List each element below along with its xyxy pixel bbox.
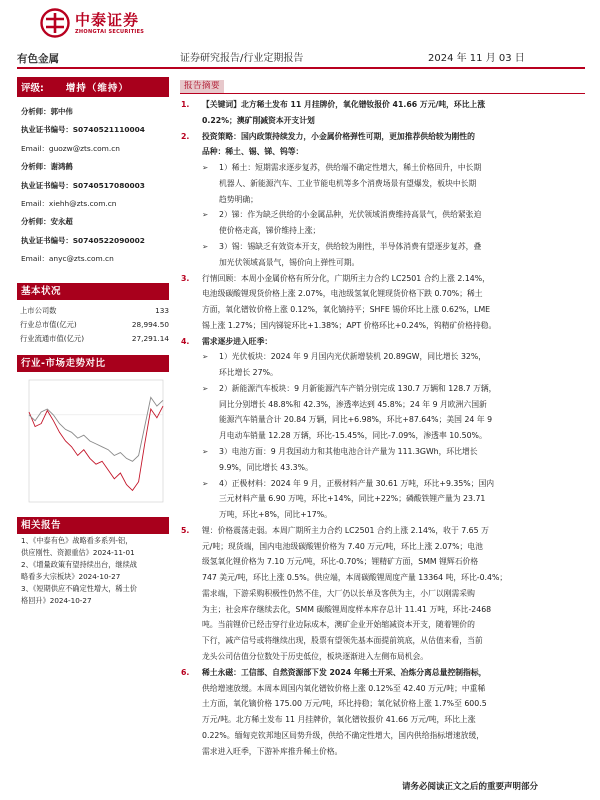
logo-name-cn: 中泰证券 <box>75 10 140 29</box>
analyst-cert: 执业证书编号：S0740517080003 <box>21 180 145 190</box>
abstract-text: 需求逐步进入旺季： <box>202 336 273 346</box>
analyst-name: 分析师：郭中伟 <box>21 107 73 116</box>
related-report-line[interactable]: 3、《短期供应不确定性增大，稀土价 <box>21 584 137 593</box>
related-report-line[interactable]: 供应刚性、资源重估》2024-11-01 <box>21 548 135 557</box>
abstract-text: 元/吨；现货端，国内电池级碳酸锂价格为 7.40 万元/吨，环比上涨 2.07%；电池 <box>202 541 483 551</box>
basic-info-row <box>20 332 169 345</box>
bullet-arrow-icon: ➢ <box>202 383 209 393</box>
basic-info-row <box>20 304 169 317</box>
abstract-text: 土方面，氧化镝价格 175.00 万元/吨，环比持稳；氧化铽价格上涨 1.7%至 600.5 <box>202 699 487 709</box>
abstract-line <box>181 430 586 441</box>
abstract-line <box>181 399 586 410</box>
abstract-text: 【关键词】北方稀土发布 11 月挂牌价，氧化镨钕报价 41.66 万元/吨，环比上涨 <box>202 100 486 109</box>
report-type: 证券研究报告/行业定期报告 <box>180 53 304 64</box>
company-logo <box>40 6 144 40</box>
bullet-arrow-icon: ➢ <box>202 163 209 173</box>
abstract-line <box>181 667 586 678</box>
abstract-text: 1）光伏板块：2024 年 9 月国内光伏新增装机 20.89GW，同比增长 32%， <box>219 352 487 362</box>
header-divider <box>17 67 585 69</box>
analyst-email[interactable]: Email：anyc@zts.com.cn <box>21 254 114 264</box>
abstract-text: 级氢氧化锂价格为 7.10 万元/吨，环比-0.70%；锂精矿方面，SMM 锂辉石价格 <box>202 557 479 567</box>
abstract-text: 2）新能源汽车板块：9 月新能源汽车产销分别完成 130.7 万辆和 128.7 万辆， <box>219 383 497 393</box>
abstract-line <box>181 730 586 741</box>
abstract-line <box>181 99 586 110</box>
abstract-text: 万吨，环比+8%，同比+17%。 <box>219 510 332 519</box>
abstract-text: 加光伏领域高景气，锡价向上弹性可期。 <box>219 257 360 267</box>
abstract-text: 品种：稀土、锡、锑、钨等： <box>202 147 304 157</box>
abstract-text: 方面，氧化镨钕价格上涨 0.12%，氧化镝持平；SHFE 锡价环比上涨 0.62%，LME <box>202 305 491 314</box>
abstract-line <box>181 178 586 189</box>
abstract-line <box>181 651 586 662</box>
abstract-line <box>181 478 586 489</box>
abstract-line <box>181 194 586 205</box>
abstract-text: 三元材料产量 6.90 万吨，环比+14%，同比+22%；磷酸铁锂产量为 23.71 <box>219 494 486 504</box>
rating-value: 增持（维持） <box>65 83 129 94</box>
abstract-line <box>181 446 586 457</box>
rating-label: 评级: <box>21 83 44 94</box>
analyst-email[interactable]: Email：guozw@zts.com.cn <box>21 143 120 153</box>
abstract-text: 3）电池方面：9 月我国动力和其他电池合计产量为 111.3GWh，环比增长 <box>219 446 478 456</box>
abstract-text: 吨。当前锂价已经击穿行业边际成本，澳矿企业开始缩减资本开支，随着锂价的 <box>202 620 475 630</box>
related-report-line[interactable]: 略看多大宗板块》2024-10-27 <box>21 572 121 581</box>
chart-frame <box>29 380 163 502</box>
abstract-item-number: 2. <box>181 131 190 141</box>
abstract-tag: 报告摘要 <box>180 80 224 93</box>
abstract-item-number: 5. <box>181 525 190 535</box>
basic-info-label: 行业流通市值(亿元) <box>20 333 85 343</box>
bullet-arrow-icon: ➢ <box>202 210 209 220</box>
abstract-text: 机器人、新能源汽车、工业节能电机等多个消费场景有望爆发，板块中长期 <box>219 178 477 188</box>
related-report-line[interactable]: 格回升》2024-10-27 <box>21 596 92 605</box>
analyst-cert: 执业证书编号：S0740522090002 <box>21 235 145 245</box>
abstract-line <box>181 273 586 284</box>
abstract-line <box>181 493 586 504</box>
abstract-line <box>181 209 586 220</box>
abstract-line <box>181 525 586 536</box>
abstract-text: 9.9%，同比增长 43.3%。 <box>219 462 313 472</box>
abstract-line <box>181 604 586 615</box>
abstract-divider <box>180 93 585 94</box>
abstract-text: 月电动车销量 12.28 万辆，环比-15.45%，同比-7.09%，渗透率 10.50%。 <box>219 431 487 441</box>
trend-chart-title: 行业-市场走势对比 <box>17 355 169 372</box>
abstract-text: 能源汽车销量合计 20.84 万辆，同比+6.98%，环比+87.64%；美国 24 年 9 <box>219 415 493 425</box>
analyst-name: 分析师：安永超 <box>21 217 73 227</box>
abstract-text: 供给增速放缓。本周本周国内氧化镨钕价格上涨 0.12%至 42.40 万元/吨；中重稀 <box>202 683 486 693</box>
basic-info-value: 28,994.50 <box>131 320 169 329</box>
abstract-line <box>181 746 586 757</box>
chart-series-line <box>29 397 163 461</box>
abstract-item-number: 3. <box>181 273 190 283</box>
abstract-text: 万元/吨。北方稀土发布 11 月挂牌价，氧化镨钕报价 41.66 万元/吨，环比上涨 <box>202 715 476 724</box>
abstract-text: 稀土永磁：工信部、自然资源部下发 2024 年稀土开采、冶炼分离总量控制指标， <box>202 667 487 677</box>
analyst-list <box>21 103 171 269</box>
basic-info-label: 行业总市值(亿元) <box>20 319 77 329</box>
basic-info-value: 27,291.14 <box>131 334 169 343</box>
abstract-text: 0.22%；澳矿削减资本开支计划 <box>202 115 315 125</box>
abstract-line <box>181 351 586 362</box>
abstract-text: 3）锡：锡缺乏有效资本开支，供给较为刚性，半导体消费有望逐步复苏，叠 <box>219 241 482 251</box>
abstract-text: 下行，减产信号或将继续出现，股票有望领先基本面提前筑底，从估值来看，当前 <box>202 636 483 646</box>
abstract-text: 龙头公司估值分位数处于历史低位，板块逐渐进入左侧布局机会。 <box>202 651 429 661</box>
related-report-line[interactable]: 2、《增量政策有望持续出台，继续战 <box>21 560 137 569</box>
abstract-line <box>181 225 586 236</box>
abstract-text: 747 美元/吨，环比上涨 0.5%。供应端，本周碳酸锂周度产量 13364 吨，环比-0.4%； <box>202 573 508 583</box>
abstract-text: 0.22%。缅甸克钦邦地区局势升级，供给不确定性增大，国内供给指标增速放缓， <box>202 730 485 740</box>
abstract-line <box>181 115 586 126</box>
abstract-text: 电池级碳酸锂现货价格上涨 2.07%，电池级氢氧化锂现货价格下跌 0.70%；稀土 <box>202 289 483 299</box>
logo-name-en: ZHONGTAI SECURITIES <box>75 28 145 35</box>
abstract-line <box>181 619 586 630</box>
abstract-text: 1）稀土：短期需求逐步复苏，供给端不确定性增大，稀土价格回升，中长期 <box>219 163 482 173</box>
abstract-line <box>181 320 586 331</box>
abstract-text: 需求端，下游采购积极性仍然不佳，大厂仍以长单及客供为主，小厂以刚需采购 <box>202 588 475 598</box>
abstract-line <box>181 146 586 157</box>
abstract-text: 4）正极材料：2024 年 9 月，正极材料产量 30.61 万吨，环比+9.35%；国内 <box>219 478 495 488</box>
abstract-text: 为主；社会库存继续去化，SMM 碳酸锂周度样本库存总计 11.41 万吨，环比-2468 <box>202 604 492 614</box>
abstract-line <box>181 336 586 347</box>
report-date: 2024 年 11 月 03 日 <box>428 53 525 64</box>
logo-mark-icon <box>40 8 70 38</box>
bullet-arrow-icon: ➢ <box>202 241 209 251</box>
abstract-line <box>181 414 586 425</box>
abstract-line <box>181 241 586 252</box>
bullet-arrow-icon: ➢ <box>202 478 209 488</box>
basic-info-title: 基本状况 <box>17 283 169 300</box>
abstract-item-number: 1. <box>181 100 190 109</box>
related-report-line[interactable]: 1、《中泰有色》战略看多系列-铝， <box>21 536 133 545</box>
abstract-line <box>181 162 586 173</box>
bullet-arrow-icon: ➢ <box>202 446 209 456</box>
abstract-line <box>181 714 586 725</box>
abstract-text: 需求进入旺季，下游补库推升稀土价格。 <box>202 746 343 756</box>
abstract-line <box>181 556 586 567</box>
trend-chart <box>17 374 169 510</box>
abstract-line <box>181 588 586 599</box>
abstract-line <box>181 698 586 709</box>
bullet-arrow-icon: ➢ <box>202 352 209 362</box>
chart-series-line <box>29 406 163 490</box>
abstract-item-number: 4. <box>181 336 190 346</box>
analyst-cert: 执业证书编号：S0740521110004 <box>21 125 145 135</box>
abstract-line <box>181 635 586 646</box>
abstract-line <box>181 131 586 142</box>
abstract-line <box>181 572 586 583</box>
abstract-text: 趋势明确； <box>219 194 258 204</box>
analyst-name: 分析师：谢鸿鹤 <box>21 162 73 172</box>
industry-label: 有色金属 <box>17 53 59 65</box>
related-reports-title: 相关报告 <box>17 517 169 534</box>
footer-disclaimer: 请务必阅读正文之后的重要声明部分 <box>402 782 539 792</box>
abstract-line <box>181 383 586 394</box>
abstract-text: 行情回顾：本周小金属价格有所分化，广期所主力合约 LC2501 合约上涨 2.14%， <box>202 273 490 283</box>
abstract-text: 锡上涨 1.27%；国内锑锭环比+1.38%；APT 价格环比+0.24%，钨精矿价格持稳。 <box>202 320 497 330</box>
abstract-line <box>181 288 586 299</box>
abstract-line <box>181 509 586 520</box>
basic-info-row <box>20 318 169 331</box>
abstract-line <box>181 541 586 552</box>
rating-bar <box>17 77 169 97</box>
abstract-text: 投资策略：国内政策持续发力，小金属价格弹性可期，更加推荐供给较为刚性的 <box>202 131 475 141</box>
abstract-text: 锂：价格震荡走弱。本周广期所主力合约 LC2501 合约上涨 2.14%，收于 7.65 万 <box>202 525 489 535</box>
abstract-line <box>181 257 586 268</box>
abstract-line <box>181 462 586 473</box>
abstract-text: 使价格走高，锑价维持上涨； <box>219 226 321 236</box>
abstract-item-number: 6. <box>181 667 190 677</box>
abstract-line <box>181 367 586 378</box>
abstract-line <box>181 304 586 315</box>
abstract-text: 2）锑：作为缺乏供给的小金属品种，光伏领域消费维持高景气，供给紧张迫 <box>219 210 482 220</box>
basic-info-value: 133 <box>155 306 169 315</box>
analyst-email[interactable]: Email：xiehh@zts.com.cn <box>21 198 117 208</box>
abstract-line <box>181 683 586 694</box>
basic-info-label: 上市公司数 <box>20 305 57 315</box>
abstract-text: 环比增长 27%。 <box>219 368 278 378</box>
abstract-text: 同比分别增长 48.8%和 42.3%，渗透率达到 45.8%；24 年 9 月欧洲六国新 <box>219 399 487 409</box>
